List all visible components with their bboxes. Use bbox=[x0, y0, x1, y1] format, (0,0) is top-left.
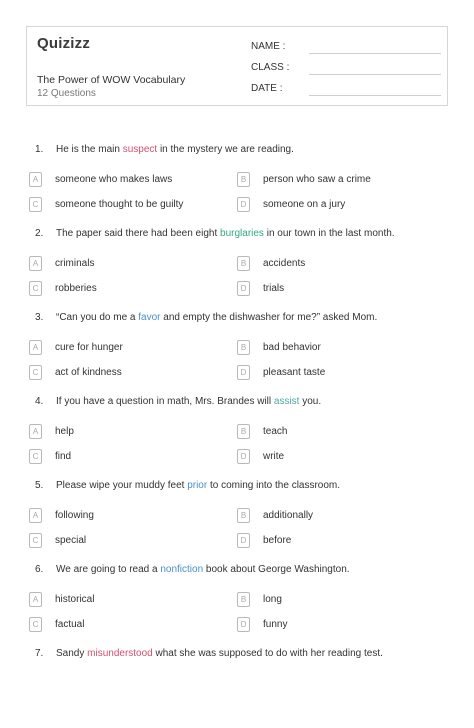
quizizz-logo: Quizizz bbox=[37, 35, 91, 52]
option-letter-box[interactable]: C bbox=[29, 533, 42, 548]
option-letter-box[interactable]: A bbox=[29, 340, 42, 355]
option-text: act of kindness bbox=[55, 367, 122, 378]
option-text: someone on a jury bbox=[263, 199, 346, 210]
question-list bbox=[0, 140, 474, 728]
option-text: historical bbox=[55, 594, 95, 605]
question-text bbox=[35, 396, 321, 407]
option-text: bad behavior bbox=[263, 342, 321, 353]
option-letter-box[interactable]: C bbox=[29, 281, 42, 296]
question-number: 1. bbox=[35, 144, 44, 155]
question-1 bbox=[0, 140, 474, 224]
option-letter-box[interactable]: A bbox=[29, 508, 42, 523]
question-7 bbox=[0, 644, 474, 728]
option-letter-box[interactable]: B bbox=[237, 508, 250, 523]
option-text: someone who makes laws bbox=[55, 174, 173, 185]
vocabulary-word: assist bbox=[273, 396, 300, 407]
class-label: CLASS : bbox=[251, 62, 290, 73]
option-letter-box[interactable]: B bbox=[237, 592, 250, 607]
option-text: before bbox=[263, 535, 292, 546]
class-field[interactable] bbox=[251, 62, 441, 76]
question-number: 5. bbox=[35, 480, 44, 491]
question-text-before: We are going to read a bbox=[56, 564, 161, 575]
question-text-before: Sandy bbox=[56, 648, 88, 659]
option-text: someone thought to be guilty bbox=[55, 199, 184, 210]
date-line bbox=[309, 95, 441, 96]
option-text: accidents bbox=[263, 258, 306, 269]
question-text-after: to coming into the classroom. bbox=[207, 480, 341, 491]
name-field[interactable] bbox=[251, 41, 441, 55]
option-letter-box[interactable]: D bbox=[237, 449, 250, 464]
date-label: DATE : bbox=[251, 83, 283, 94]
option-letter-box[interactable]: D bbox=[237, 617, 250, 632]
question-number: 2. bbox=[35, 228, 44, 239]
question-3 bbox=[0, 308, 474, 392]
option-letter-box[interactable]: C bbox=[29, 617, 42, 632]
option-text: additionally bbox=[263, 510, 314, 521]
question-text bbox=[35, 228, 395, 239]
name-line bbox=[309, 53, 441, 54]
option-text: find bbox=[55, 451, 72, 462]
question-4 bbox=[0, 392, 474, 476]
option-letter-box[interactable]: B bbox=[237, 172, 250, 187]
option-letter-box[interactable]: D bbox=[237, 281, 250, 296]
option-text: help bbox=[55, 426, 74, 437]
option-letter-box[interactable]: C bbox=[29, 197, 42, 212]
question-6 bbox=[0, 560, 474, 644]
vocabulary-word: nonfiction bbox=[160, 564, 204, 575]
question-text-after: you. bbox=[299, 396, 322, 407]
question-number: 3. bbox=[35, 312, 44, 323]
option-text: criminals bbox=[55, 258, 95, 269]
question-text-before: He is the main bbox=[56, 144, 123, 155]
option-letter-box[interactable]: D bbox=[237, 533, 250, 548]
question-number: 4. bbox=[35, 396, 44, 407]
option-text: long bbox=[263, 594, 282, 605]
option-text: cure for hunger bbox=[55, 342, 123, 353]
option-text: teach bbox=[263, 426, 288, 437]
question-text bbox=[35, 648, 383, 659]
option-letter-box[interactable]: C bbox=[29, 449, 42, 464]
class-line bbox=[309, 74, 441, 75]
vocabulary-word: misunderstood bbox=[87, 648, 153, 659]
option-text: funny bbox=[263, 619, 288, 630]
option-letter-box[interactable]: B bbox=[237, 340, 250, 355]
question-text-before: If you have a question in math, Mrs. Brandes will bbox=[56, 396, 274, 407]
option-text: trials bbox=[263, 283, 285, 294]
option-text: following bbox=[55, 510, 94, 521]
question-text-before: “Can you do me a bbox=[56, 312, 139, 323]
question-text-after: and empty the dishwasher for me?” asked Mom. bbox=[160, 312, 378, 323]
option-letter-box[interactable]: A bbox=[29, 256, 42, 271]
date-field[interactable] bbox=[251, 83, 441, 97]
question-text bbox=[35, 312, 377, 323]
vocabulary-word: suspect bbox=[122, 144, 158, 155]
question-text-after: in the mystery we are reading. bbox=[157, 144, 294, 155]
question-text-before: The paper said there had been eight bbox=[56, 228, 221, 239]
name-label: NAME : bbox=[251, 41, 286, 52]
question-count: 12 Questions bbox=[37, 88, 96, 99]
question-text bbox=[35, 564, 350, 575]
question-text-after: in our town in the last month. bbox=[263, 228, 395, 239]
option-text: pleasant taste bbox=[263, 367, 326, 378]
option-text: write bbox=[263, 451, 285, 462]
question-text-after: what she was supposed to do with her reading test. bbox=[152, 648, 383, 659]
vocabulary-word: burglaries bbox=[220, 228, 264, 239]
worksheet-title: The Power of WOW Vocabulary bbox=[37, 74, 186, 86]
worksheet-header bbox=[26, 26, 448, 106]
option-text: person who saw a crime bbox=[263, 174, 371, 185]
vocabulary-word: favor bbox=[138, 312, 161, 323]
question-number: 6. bbox=[35, 564, 44, 575]
option-letter-box[interactable]: A bbox=[29, 172, 42, 187]
option-letter-box[interactable]: D bbox=[237, 197, 250, 212]
option-text: special bbox=[55, 535, 87, 546]
question-number: 7. bbox=[35, 648, 44, 659]
option-text: factual bbox=[55, 619, 85, 630]
question-text-after: book about George Washington. bbox=[203, 564, 350, 575]
question-text bbox=[35, 144, 294, 155]
option-letter-box[interactable]: D bbox=[237, 365, 250, 380]
option-letter-box[interactable]: B bbox=[237, 256, 250, 271]
question-5 bbox=[0, 476, 474, 560]
vocabulary-word: prior bbox=[187, 480, 208, 491]
option-text: robberies bbox=[55, 283, 97, 294]
question-text-before: Please wipe your muddy feet bbox=[56, 480, 188, 491]
option-letter-box[interactable]: C bbox=[29, 365, 42, 380]
option-letter-box[interactable]: A bbox=[29, 592, 42, 607]
question-2 bbox=[0, 224, 474, 308]
option-letter-box[interactable]: A bbox=[29, 424, 42, 439]
option-letter-box[interactable]: B bbox=[237, 424, 250, 439]
question-text bbox=[35, 480, 340, 491]
